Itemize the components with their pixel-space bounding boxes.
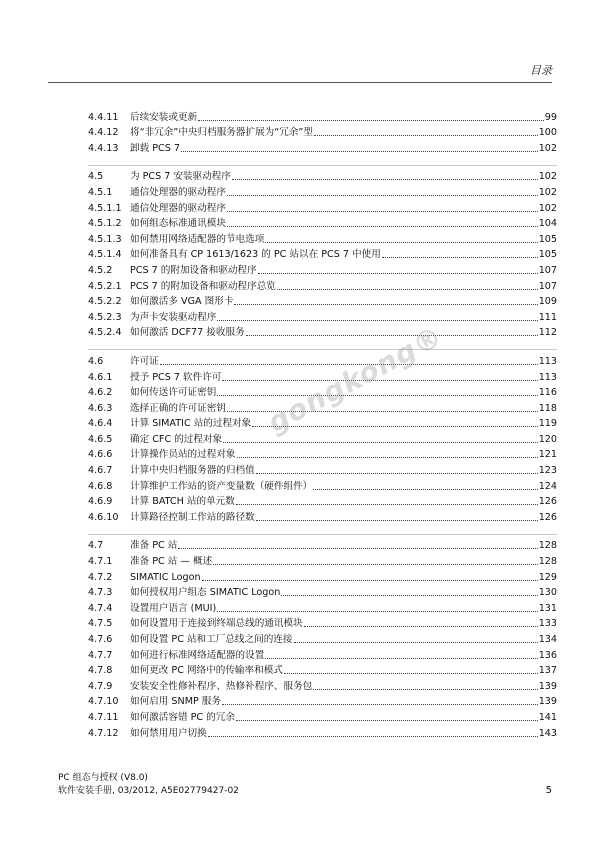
- header-title: 目录: [530, 64, 552, 77]
- toc-entry-title: 如何准备具有 CP 1613/1623 的 PC 站以在 PCS 7 中使用: [130, 249, 381, 261]
- toc-entry-page: 116: [538, 387, 557, 399]
- toc-entry-title: 如何进行标准网络适配器的设置: [130, 649, 265, 661]
- toc-entry-number: 4.7.6: [88, 634, 113, 645]
- toc-entry[interactable]: [88, 139, 557, 155]
- toc-leader-dots: [217, 611, 537, 612]
- toc-entry-number: 4.7.8: [88, 665, 113, 677]
- toc-entry-title: 计算 BATCH 站的单元数: [130, 496, 235, 508]
- toc-entry-number: 4.5.2.4: [88, 327, 122, 339]
- toc-entry[interactable]: [88, 399, 557, 415]
- toc-entry-page: 104: [538, 218, 557, 230]
- toc-entry-page: 107: [538, 264, 557, 276]
- toc-entry[interactable]: [88, 446, 557, 462]
- toc-entry-title: 确定 CFC 的过程对象: [130, 433, 223, 445]
- toc-entry-title: 计算路径控制工作站的路径数: [130, 511, 255, 523]
- toc-leader-dots: [232, 179, 538, 180]
- toc-entry-title: 如何更改 PC 网络中的传输率和模式: [130, 665, 283, 677]
- toc-entry-number: 4.5.1.3: [88, 233, 122, 245]
- toc-entry-page: 102: [538, 186, 557, 198]
- toc-group: [88, 534, 557, 740]
- toc-entry-title: 如何激活 DCF77 接收服务: [130, 327, 245, 339]
- toc-entry-number: 4.6.1: [88, 371, 113, 383]
- toc-entry-title: 许可证: [130, 355, 159, 367]
- toc-leader-dots: [258, 273, 538, 274]
- toc-entry-page: 120: [538, 433, 557, 445]
- toc-entry-page: 130: [538, 587, 557, 599]
- toc-entry[interactable]: [88, 199, 557, 215]
- toc-entry-title: 卸载 PCS 7: [130, 142, 180, 154]
- toc-entry[interactable]: [88, 124, 557, 140]
- toc-leader-dots: [236, 504, 538, 505]
- toc-entry[interactable]: [88, 293, 557, 309]
- toc-entry-page: 126: [538, 511, 557, 523]
- toc-entry[interactable]: [88, 646, 557, 662]
- toc-entry[interactable]: [88, 461, 557, 477]
- toc-leader-dots: [256, 473, 538, 474]
- toc-entry-page: 113: [538, 371, 557, 383]
- toc-leader-dots: [178, 548, 537, 549]
- toc-entry-title: 选择正确的许可证密钥: [130, 402, 226, 414]
- toc-leader-dots: [160, 364, 538, 365]
- toc-entry[interactable]: [88, 662, 557, 678]
- toc-entry-page: 113: [538, 355, 557, 367]
- toc-entry[interactable]: [88, 693, 557, 709]
- table-of-contents: [88, 108, 557, 740]
- toc-entry-title: 计算操作员站的过程对象: [130, 449, 236, 461]
- toc-entry[interactable]: [88, 599, 557, 615]
- toc-entry-page: 105: [538, 233, 557, 245]
- toc-leader-dots: [208, 736, 538, 737]
- toc-leader-dots: [217, 320, 537, 321]
- toc-entry-page: 129: [538, 571, 557, 583]
- toc-entry-number: 4.4.13: [88, 142, 119, 154]
- toc-leader-dots: [304, 626, 538, 627]
- toc-entry-title: 如何授权用户组态 SIMATIC Logon: [130, 587, 281, 599]
- toc-leader-dots: [227, 195, 538, 196]
- toc-entry[interactable]: [88, 724, 557, 740]
- toc-leader-dots: [181, 151, 538, 152]
- toc-entry-page: 109: [538, 296, 557, 308]
- toc-entry[interactable]: [88, 277, 557, 293]
- toc-entry-title: 计算 SIMATIC 站的过程对象: [130, 418, 252, 430]
- toc-entry[interactable]: [88, 708, 557, 724]
- toc-entry[interactable]: [88, 615, 557, 631]
- toc-entry-page: 100: [538, 127, 557, 139]
- toc-entry-page: 137: [538, 665, 557, 677]
- footer-page-number: 5: [545, 785, 552, 796]
- toc-entry-number: 4.5.2.1: [88, 280, 122, 292]
- toc-entry-number: 4.5.1.4: [88, 249, 122, 261]
- toc-leader-dots: [227, 411, 538, 412]
- toc-entry-number: 4.6.3: [88, 402, 113, 414]
- toc-entry-page: 121: [538, 449, 557, 461]
- toc-entry[interactable]: [88, 537, 557, 553]
- toc-entry-number: 4.4.12: [88, 127, 119, 139]
- toc-entry-number: 4.7.5: [88, 618, 113, 630]
- toc-entry-number: 4.6.6: [88, 449, 113, 461]
- toc-leader-dots: [222, 704, 538, 705]
- toc-entry-number: 4.6.5: [88, 433, 113, 445]
- toc-entry-number: 4.6.8: [88, 480, 113, 492]
- toc-leader-dots: [265, 658, 537, 659]
- toc-entry-number: 4.5: [88, 171, 104, 183]
- toc-entry-title: 如何传送许可证密钥: [130, 387, 217, 399]
- toc-entry-number: 4.5.2.2: [88, 296, 122, 308]
- toc-entry-title: 准备 PC 站: [130, 540, 178, 552]
- toc-entry-page: 134: [538, 634, 557, 645]
- toc-entry[interactable]: [88, 368, 557, 384]
- toc-entry-title: 如何激活多 VGA 图形卡: [130, 296, 234, 308]
- toc-entry-title: 通信处理器的驱动程序: [130, 186, 226, 198]
- toc-entry[interactable]: [88, 246, 557, 262]
- toc-entry-page: 123: [538, 465, 557, 477]
- toc-entry[interactable]: [88, 215, 557, 231]
- toc-leader-dots: [382, 257, 538, 258]
- toc-entry[interactable]: [88, 415, 557, 431]
- toc-entry-number: 4.4.11: [88, 111, 119, 123]
- toc-leader-dots: [213, 564, 537, 565]
- toc-leader-dots: [313, 489, 537, 490]
- toc-entry-number: 4.5.1.1: [88, 202, 122, 214]
- toc-entry-number: 4.5.2.3: [88, 311, 122, 323]
- toc-entry[interactable]: [88, 477, 557, 493]
- toc-entry[interactable]: [88, 630, 557, 646]
- toc-entry[interactable]: [88, 352, 557, 368]
- toc-leader-dots: [281, 595, 537, 596]
- toc-entry-title: 如何激活容错 PC 的冗余: [130, 711, 235, 723]
- toc-entry[interactable]: [88, 261, 557, 277]
- toc-leader-dots: [237, 457, 538, 458]
- toc-entry-title: 授予 PCS 7 软件许可: [130, 371, 222, 383]
- toc-entry-number: 4.5.1: [88, 186, 113, 198]
- toc-entry-title: 如何启用 SNMP 服务: [130, 696, 221, 708]
- watermark: gongkong®: [262, 319, 449, 440]
- toc-entry-title: PCS 7 的附加设备和驱动程序: [130, 264, 257, 276]
- toc-entry-title: 为 PCS 7 安装驱动程序: [130, 171, 231, 183]
- toc-entry[interactable]: [88, 308, 557, 324]
- toc-entry-number: 4.6.10: [88, 511, 119, 523]
- toc-entry-page: 112: [538, 327, 557, 339]
- toc-entry-page: 126: [538, 496, 557, 508]
- toc-group: [88, 349, 557, 524]
- toc-entry-number: 4.7: [88, 540, 104, 552]
- toc-entry-number: 4.6.2: [88, 387, 113, 399]
- toc-entry[interactable]: [88, 384, 557, 400]
- toc-entry-page: 131: [538, 602, 557, 614]
- toc-leader-dots: [222, 380, 537, 381]
- toc-entry[interactable]: [88, 493, 557, 509]
- toc-entry-title: 通信处理器的驱动程序: [130, 202, 226, 214]
- toc-entry-page: 99: [544, 111, 557, 123]
- toc-entry-title: SIMATIC Logon: [130, 571, 201, 583]
- toc-entry-title: 如何组态标准通讯模块: [130, 218, 226, 230]
- toc-entry-title: 设置用户语言 (MUI): [130, 602, 217, 614]
- toc-entry-page: 133: [538, 618, 557, 630]
- toc-entry[interactable]: [88, 168, 557, 184]
- toc-entry-number: 4.5.1.2: [88, 218, 122, 230]
- toc-leader-dots: [202, 580, 538, 581]
- toc-leader-dots: [313, 689, 537, 690]
- toc-entry-number: 4.7.11: [88, 711, 119, 723]
- toc-group: [88, 108, 557, 155]
- toc-leader-dots: [236, 720, 538, 721]
- toc-entry-page: 128: [538, 540, 557, 552]
- toc-entry-number: 4.7.4: [88, 602, 113, 614]
- toc-entry-page: 124: [538, 480, 557, 492]
- toc-entry-page: 111: [538, 311, 557, 323]
- toc-entry-number: 4.7.10: [88, 696, 119, 708]
- toc-entry[interactable]: [88, 568, 557, 584]
- toc-entry[interactable]: [88, 324, 557, 340]
- toc-entry-number: 4.5.2: [88, 264, 113, 276]
- toc-entry[interactable]: [88, 108, 557, 124]
- toc-entry-title: 将“非冗余”中央归档服务器扩展为“冗余”型: [130, 127, 313, 139]
- toc-entry-page: 102: [538, 202, 557, 214]
- toc-entry-page: 119: [538, 418, 557, 430]
- toc-entry-page: 118: [538, 402, 557, 414]
- toc-entry-title: 后续安装或更新: [130, 111, 198, 123]
- toc-entry-page: 102: [538, 171, 557, 183]
- toc-entry-number: 4.7.7: [88, 649, 113, 661]
- toc-leader-dots: [265, 242, 537, 243]
- toc-group: [88, 165, 557, 340]
- toc-entry[interactable]: [88, 677, 557, 693]
- toc-entry[interactable]: [88, 552, 557, 568]
- toc-entry-title: 如何设置 PC 站和工厂总线之间的连接: [130, 634, 293, 645]
- footer: [58, 772, 239, 798]
- toc-leader-dots: [198, 120, 544, 121]
- toc-leader-dots: [223, 442, 538, 443]
- toc-entry[interactable]: [88, 183, 557, 199]
- toc-leader-dots: [252, 426, 537, 427]
- toc-leader-dots: [227, 226, 538, 227]
- toc-entry[interactable]: [88, 508, 557, 524]
- toc-leader-dots: [314, 135, 538, 136]
- toc-entry-number: 4.6: [88, 355, 104, 367]
- toc-entry-number: 4.6.9: [88, 496, 113, 508]
- toc-entry-number: 4.7.2: [88, 571, 113, 583]
- toc-leader-dots: [246, 335, 538, 336]
- header-rule: [48, 82, 552, 83]
- footer-document-info: 软件安装手册, 03/2012, A5E02779427-02: [58, 786, 239, 796]
- toc-entry-page: 128: [538, 556, 557, 568]
- toc-entry[interactable]: [88, 230, 557, 246]
- toc-entry-title: 如何设置用于连接到终端总线的通讯模块: [130, 618, 303, 630]
- toc-entry-title: 准备 PC 站 — 概述: [130, 556, 213, 568]
- toc-entry-title: 安装安全性修补程序、热修补程序、服务包: [130, 680, 313, 692]
- toc-entry-title: 为声卡安装驱动程序: [130, 311, 217, 323]
- toc-leader-dots: [256, 520, 538, 521]
- toc-entry[interactable]: [88, 584, 557, 600]
- toc-entry-title: 计算中央归档服务器的归档值: [130, 465, 255, 477]
- toc-entry-number: 4.6.7: [88, 465, 113, 477]
- toc-entry-number: 4.7.3: [88, 587, 113, 599]
- toc-entry-number: 4.6.4: [88, 418, 113, 430]
- toc-entry-number: 4.7.12: [88, 727, 119, 739]
- toc-entry-title: 如何禁用网络适配器的节电选项: [130, 233, 265, 245]
- toc-leader-dots: [217, 395, 537, 396]
- toc-entry-page: 139: [538, 696, 557, 708]
- toc-entry-title: 如何禁用用户切换: [130, 727, 207, 739]
- toc-entry-page: 141: [538, 711, 557, 723]
- toc-leader-dots: [294, 642, 538, 643]
- toc-leader-dots: [227, 211, 538, 212]
- toc-entry-number: 4.7.9: [88, 680, 113, 692]
- toc-entry-page: 105: [538, 249, 557, 261]
- footer-document-title: PC 组态与授权 (V8.0): [58, 773, 148, 783]
- toc-leader-dots: [234, 304, 537, 305]
- toc-leader-dots: [284, 673, 538, 674]
- toc-entry-page: 107: [538, 280, 557, 292]
- toc-entry-page: 102: [538, 142, 557, 154]
- toc-entry-title: PCS 7 的附加设备和驱动程序总览: [130, 280, 276, 292]
- toc-entry-number: 4.7.1: [88, 556, 113, 568]
- toc-leader-dots: [277, 289, 538, 290]
- toc-entry-page: 136: [538, 649, 557, 661]
- toc-entry[interactable]: [88, 430, 557, 446]
- toc-entry-title: 计算维护工作站的资产变量数（硬件组件）: [130, 480, 313, 492]
- toc-entry-page: 139: [538, 680, 557, 692]
- toc-entry-page: 143: [538, 727, 557, 739]
